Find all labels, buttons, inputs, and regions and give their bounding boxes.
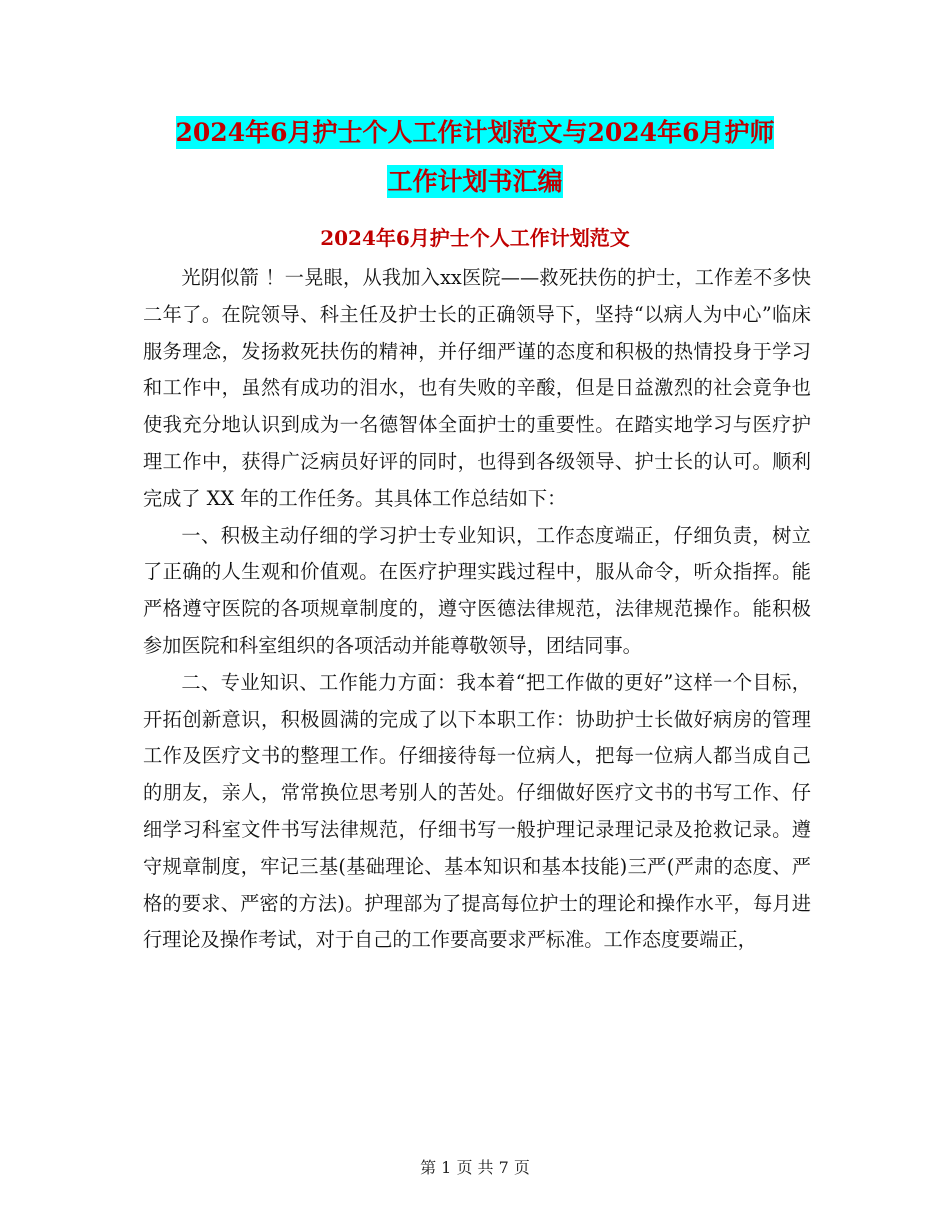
paragraph: 一、积极主动仔细的学习护士专业知识，工作态度端正，仔细负责，树立了正确的人生观和价值观。在医疗护理实践过程中，服从命令，听众指挥。能严格遵守医院的各项规章制度的，遵守医德法律规范，法律规范操作。能积极参加医院和科室组织的各项活动并能尊敬领导，团结同事。	[143, 523, 811, 657]
body-text	[143, 260, 811, 959]
page-footer: 第 1 页 共 7 页	[420, 1158, 530, 1177]
paragraph: 光阴似箭 ！一晃眼，从我加入xx医院——救死扶伤的护士，工作差不多快二年了。在院领导、科主任及护士长的正确领导下，坚持“以病人为中心”临床服务理念，发扬救死扶伤的精神，并仔细严谨的态度和积极的热情投身于学习和工作中，虽然有成功的泪水，也有失败的辛酸，但是日益激烈的社会竟争也使我充分地认识到成为一名德智体全面护士的重要性。在踏实地学习与医疗护理工作中，获得广泛病员好评的同时，也得到各级领导、护士长的认可。顺利完成了 XX 年的工作任务。其具体工作总结如下：	[143, 266, 811, 510]
document-title-line-2: 工作计划书汇编	[387, 167, 563, 196]
document-title	[0, 108, 950, 206]
section-title: 2024年6月护士个人工作计划范文	[320, 226, 630, 250]
paragraph: 二、专业知识、工作能力方面：我本着“把工作做的更好”这样一个目标，开拓创新意识，积极圆满的完成了以下本职工作：协助护士长做好病房的管理工作及医疗文书的整理工作。仔细接待每一位病人，把每一位病人都当成自己的朋友，亲人，常常换位思考别人的苦处。仔细做好医疗文书的书写工作、仔细学习科室文件书写法律规范，仔细书写一般护理记录理记录及抢救记录。遵守规章制度，牢记三基(基础理论、基本知识和基本技能)三严(严肃的态度、严格的要求、严密的方法)。护理部为了提高每位护士的理论和操作水平，每月进行理论及操作考试，对于自己的工作要高要求严标准。工作态度要端正，	[143, 670, 811, 952]
document-title-line-1: 2024年6月护士个人工作计划范文与2024年6月护师	[175, 118, 775, 147]
